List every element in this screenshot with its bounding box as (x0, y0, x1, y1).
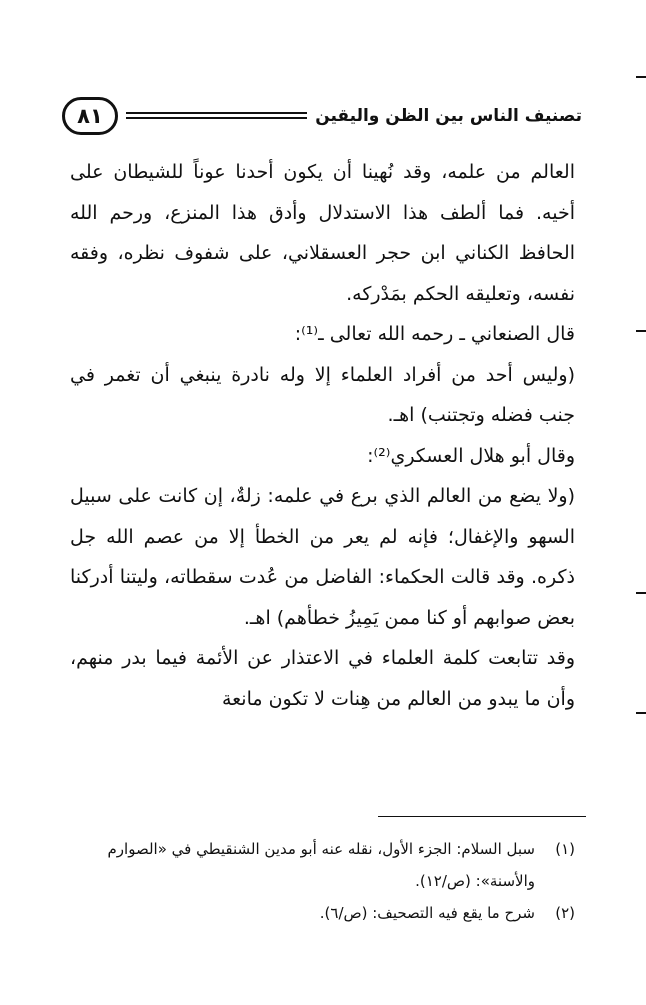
paragraph-closing: وقد تتابعت كلمة العلماء في الاعتذار عن الأئمة فيما بدر منهم، وأن ما يبدو من العالم من هِنات لا تكون مانعة (70, 647, 575, 710)
paragraph-intro: العالم من علمه، وقد نُهينا أن يكون أحدنا عوناً للشيطان على أخيه. فما ألطف هذا الاستدلال وأدق هذا المنزع، ورحم الله الحافظ الكناني ابن حجر العسقلاني، على شفوف نظره، وفقه نفسه، وتعليقه الحكم بمَدْركه. (70, 161, 575, 305)
running-title: تصنيف الناس بين الظن واليقين (315, 106, 582, 126)
header-rule (126, 111, 307, 121)
footnote-number: (١) (555, 840, 575, 858)
page-number: ٨١ (62, 97, 118, 135)
header-rule-line-top (126, 112, 307, 114)
scan-edge-mark (636, 592, 646, 594)
paragraph-askari-attribution: وقال أبو هلال العسكري⁽²⁾: (367, 444, 575, 467)
page-header (62, 94, 582, 138)
scan-edge-mark (636, 712, 646, 714)
paragraph-askari-quote: (ولا يضع من العالم الذي برع في علمه: زلةٌ، إن كانت على سبيل السهو والإغفال؛ فإنه لم يعر من الخطأ إلا من عصم الله جل ذكره. وقد قالت الحكماء: الفاضل من عُدت سقطاته، وليتنا أدركنا بعض صوابهم أو كنا ممن يَمِيزُ خطأهم) اهـ. (70, 485, 575, 629)
scan-edge-mark (636, 76, 646, 78)
footnote-text: شرح ما يقع فيه التصحيف: (ص/٦). (319, 904, 535, 922)
scan-edge-mark (636, 330, 646, 332)
footnote-separator (378, 816, 586, 817)
footnote-item (70, 833, 575, 897)
footnote-number: (٢) (555, 904, 575, 922)
footnote-item (70, 897, 575, 929)
header-rule-line-bottom (126, 117, 307, 119)
paragraph-sanani-attribution: قال الصنعاني ـ رحمه الله تعالى ـ⁽¹⁾: (294, 323, 575, 345)
footnotes (70, 833, 575, 929)
footnote-text: سبل السلام: الجزء الأول، نقله عنه أبو مدين الشنقيطي في «الصوارم والأسنة»: (ص/١٢). (107, 840, 535, 890)
paragraph-sanani-quote: (وليس أحد من أفراد العلماء إلا وله نادرة ينبغي أن تغمر في جنب فضله وتجتنب) اهـ. (70, 363, 575, 426)
main-text (70, 152, 575, 719)
